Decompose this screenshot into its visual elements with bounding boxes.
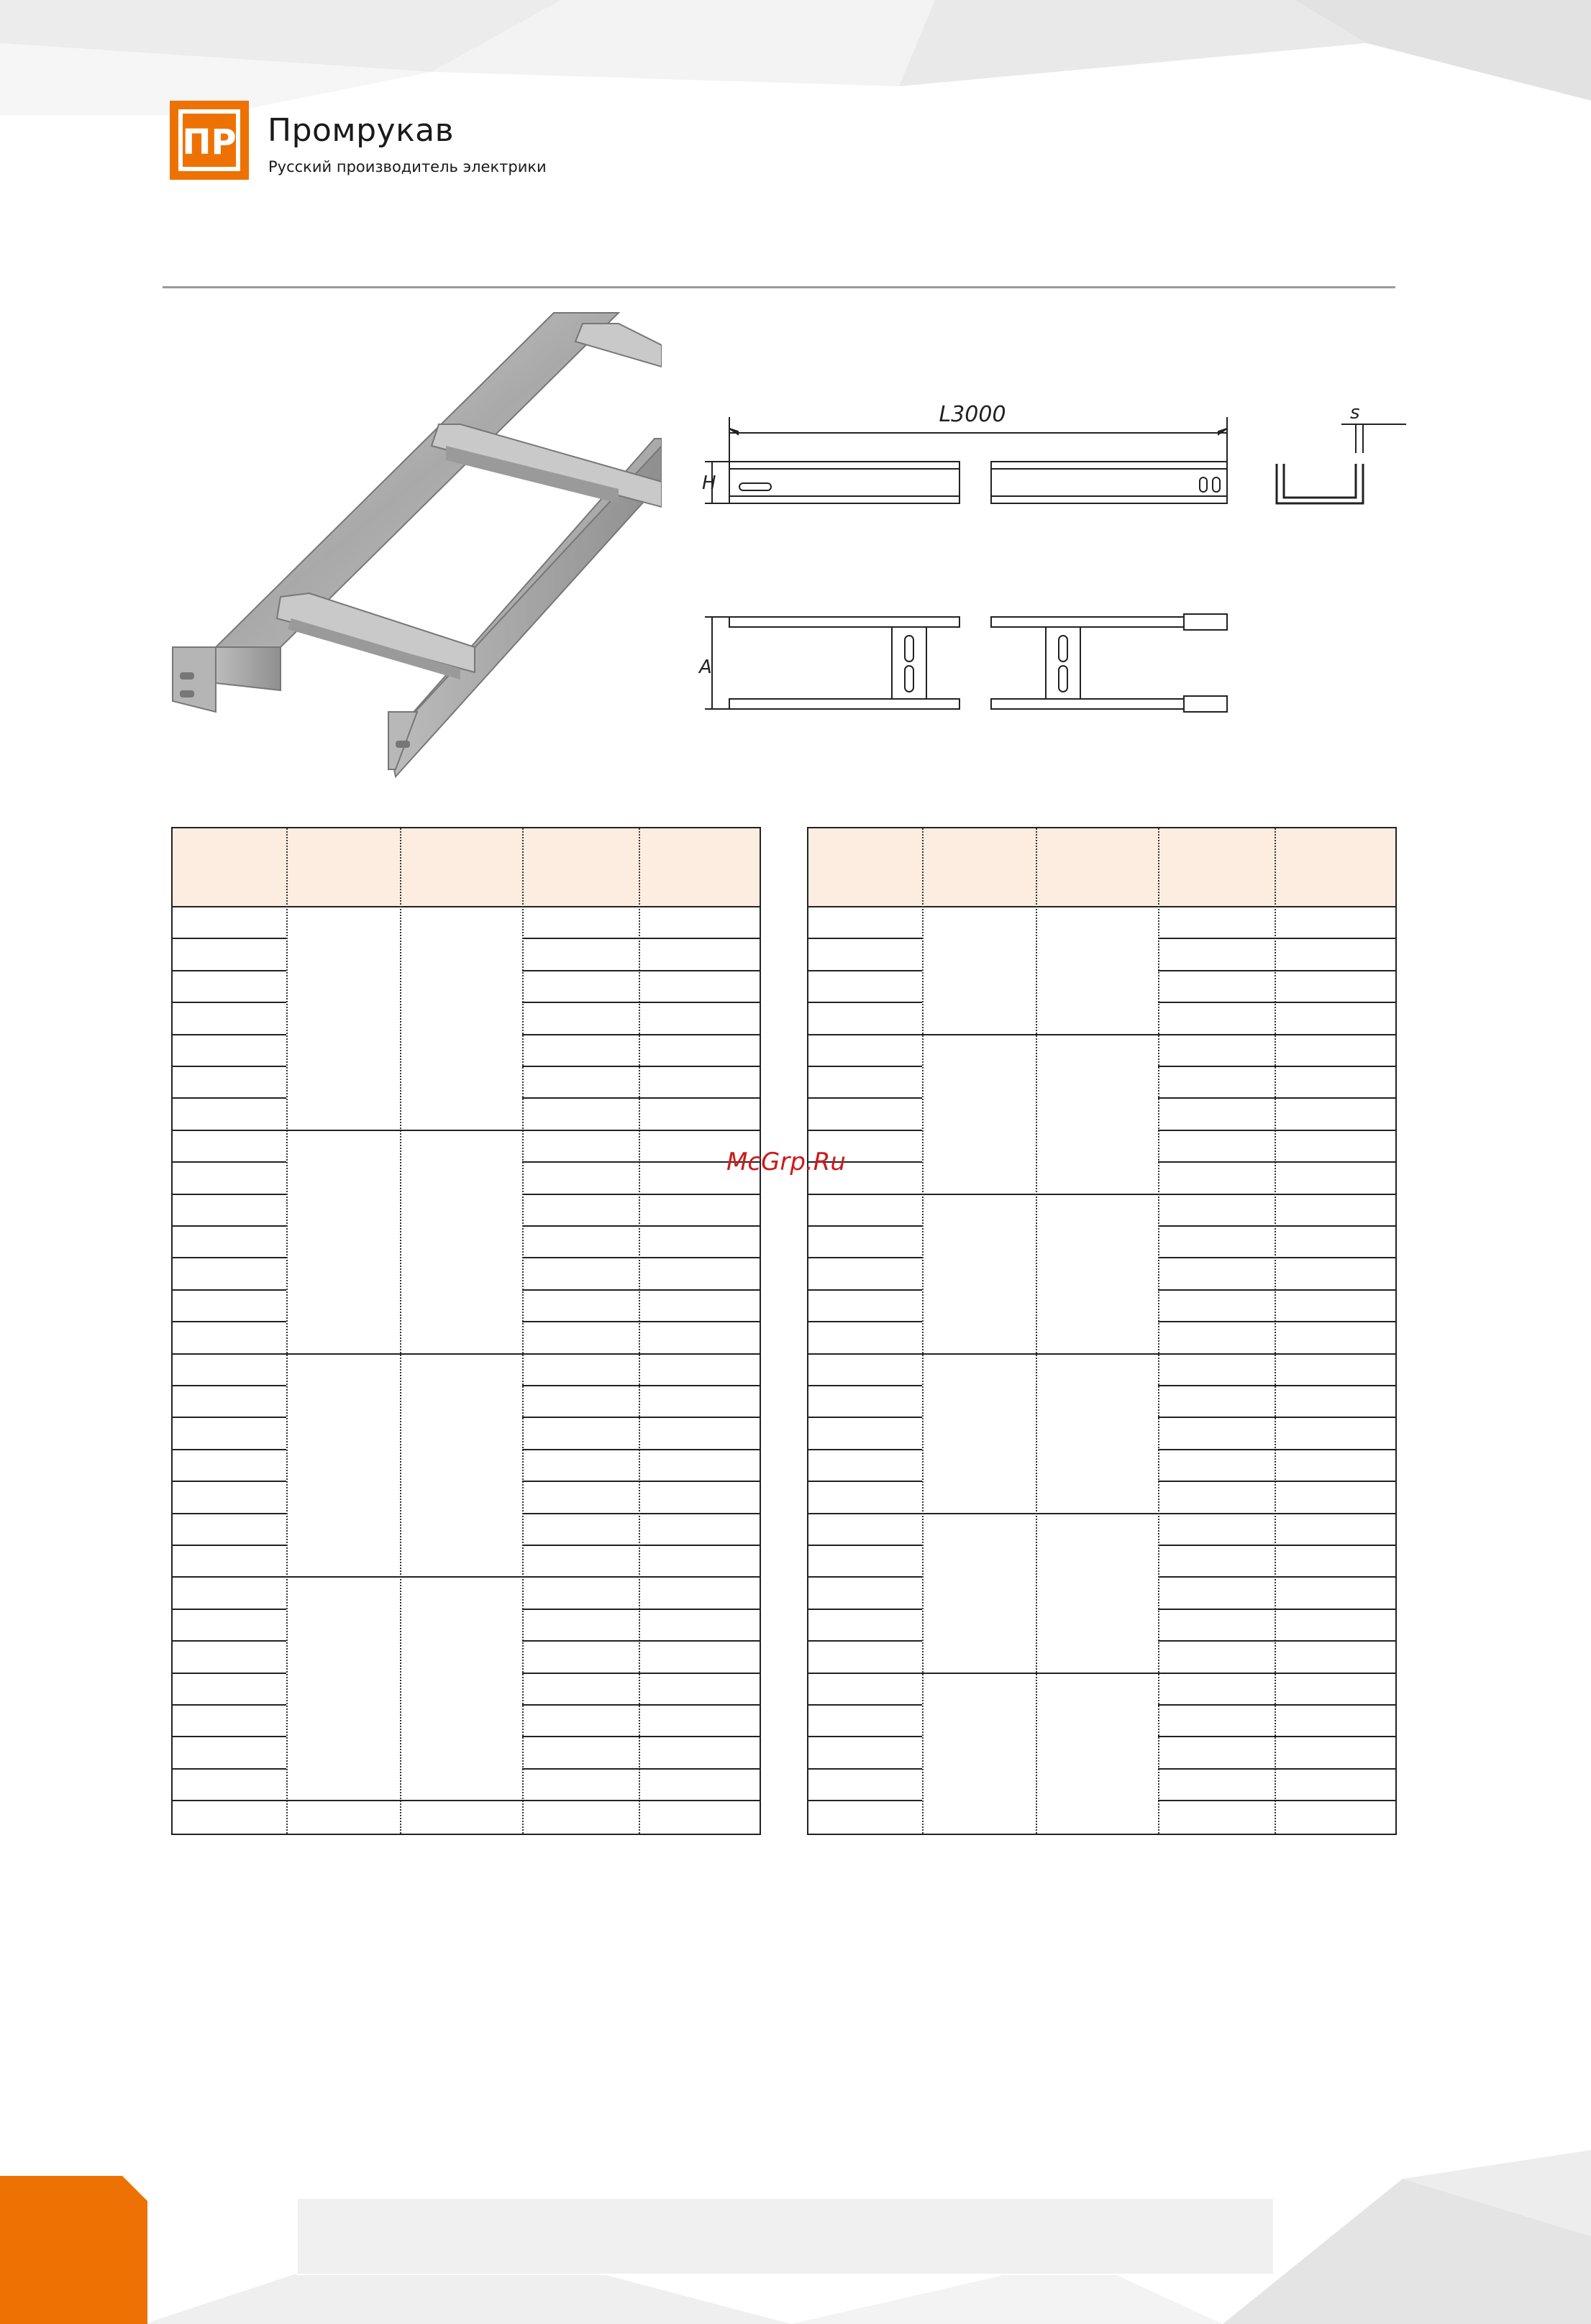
column-divider: [1036, 828, 1037, 1834]
length-label: L3000: [939, 403, 1006, 427]
row-divider: [808, 1225, 922, 1227]
column-divider: [1158, 828, 1159, 1834]
row-divider: [1158, 1194, 1395, 1195]
row-divider: [522, 1321, 760, 1322]
row-divider: [522, 1161, 760, 1163]
watermark: McGrp.Ru: [726, 1148, 846, 1176]
group-divider: [922, 1353, 1158, 1355]
row-divider: [1158, 1257, 1395, 1258]
row-divider: [522, 1034, 760, 1035]
row-divider: [522, 1481, 760, 1482]
top-view-drawing: [690, 604, 1237, 719]
row-divider: [1158, 938, 1395, 939]
profile-drawing: [1262, 403, 1406, 511]
height-label: H: [702, 472, 716, 494]
page-corner-tab: [0, 2176, 147, 2324]
row-divider: [808, 1545, 922, 1546]
group-divider: [922, 1513, 1158, 1514]
row-divider: [522, 1289, 760, 1291]
spec-table-right: [807, 827, 1397, 1835]
row-divider: [808, 1673, 922, 1674]
row-divider: [173, 1002, 286, 1003]
row-divider: [522, 970, 760, 971]
column-divider: [522, 828, 524, 1834]
row-divider: [1158, 1353, 1395, 1355]
row-divider: [808, 1513, 922, 1514]
row-divider: [1158, 1609, 1395, 1610]
row-divider: [1158, 1481, 1395, 1482]
row-divider: [173, 1576, 286, 1578]
row-divider: [808, 1481, 922, 1482]
row-divider: [808, 1353, 922, 1355]
row-divider: [173, 1768, 286, 1770]
row-divider: [1158, 1385, 1395, 1386]
row-divider: [173, 1225, 286, 1227]
row-divider: [808, 1768, 922, 1770]
row-divider: [522, 1225, 760, 1227]
row-divider: [522, 1545, 760, 1546]
row-divider: [1158, 1130, 1395, 1131]
row-divider: [522, 1385, 760, 1386]
width-label: A: [699, 657, 712, 678]
row-divider: [808, 1097, 922, 1099]
header-background: [0, 0, 1591, 115]
group-divider: [286, 1353, 522, 1355]
row-divider: [1158, 1321, 1395, 1322]
row-divider: [522, 1417, 760, 1418]
column-divider: [1275, 828, 1276, 1834]
column-divider: [286, 828, 288, 1834]
row-divider: [173, 1545, 286, 1546]
row-divider: [522, 1257, 760, 1258]
row-divider: [522, 1449, 760, 1450]
brand-name: Промрукав: [268, 112, 455, 149]
row-divider: [1158, 1289, 1395, 1291]
row-divider: [173, 1513, 286, 1514]
group-divider: [922, 1194, 1158, 1195]
row-divider: [808, 1576, 922, 1578]
row-divider: [173, 1385, 286, 1386]
row-divider: [1158, 1513, 1395, 1514]
row-divider: [1158, 1034, 1395, 1035]
row-divider: [808, 1704, 922, 1706]
column-divider: [400, 828, 401, 1834]
row-divider: [173, 1034, 286, 1035]
row-divider: [1158, 1800, 1395, 1801]
row-divider: [808, 1449, 922, 1450]
row-divider: [808, 1736, 922, 1737]
table-header: [808, 828, 1395, 907]
row-divider: [173, 1130, 286, 1131]
row-divider: [522, 1353, 760, 1355]
row-divider: [522, 1097, 760, 1099]
row-divider: [173, 1673, 286, 1674]
row-divider: [1158, 1545, 1395, 1546]
cable-ladder-photo: [158, 309, 662, 784]
group-divider: [286, 1130, 522, 1131]
row-divider: [522, 1800, 760, 1801]
row-divider: [808, 970, 922, 971]
row-divider: [173, 1481, 286, 1482]
row-divider: [808, 1257, 922, 1258]
row-divider: [1158, 1576, 1395, 1578]
row-divider: [173, 1609, 286, 1610]
header-divider: [163, 286, 1395, 288]
row-divider: [1158, 1768, 1395, 1770]
row-divider: [522, 1066, 760, 1067]
row-divider: [522, 1002, 760, 1003]
group-divider: [286, 1576, 522, 1578]
row-divider: [522, 1513, 760, 1514]
column-divider: [639, 828, 640, 1834]
row-divider: [173, 1417, 286, 1418]
side-view-drawing: [690, 403, 1237, 511]
row-divider: [1158, 1066, 1395, 1067]
row-divider: [1158, 1640, 1395, 1642]
row-divider: [522, 1194, 760, 1195]
row-divider: [808, 1034, 922, 1035]
row-divider: [522, 1640, 760, 1642]
row-divider: [173, 1097, 286, 1099]
row-divider: [808, 1321, 922, 1322]
row-divider: [522, 1576, 760, 1578]
group-divider: [286, 1800, 522, 1801]
row-divider: [173, 1736, 286, 1737]
row-divider: [1158, 1161, 1395, 1163]
row-divider: [808, 938, 922, 939]
row-divider: [173, 1640, 286, 1642]
logo-glyph: ПР: [182, 122, 237, 163]
row-divider: [1158, 1736, 1395, 1737]
row-divider: [1158, 1225, 1395, 1227]
spec-table-left: [171, 827, 761, 1835]
row-divider: [173, 938, 286, 939]
row-divider: [808, 1130, 922, 1131]
row-divider: [1158, 970, 1395, 971]
table-header: [173, 828, 760, 907]
row-divider: [173, 1289, 286, 1291]
row-divider: [1158, 1449, 1395, 1450]
row-divider: [522, 1609, 760, 1610]
row-divider: [808, 1002, 922, 1003]
row-divider: [808, 1640, 922, 1642]
row-divider: [808, 1800, 922, 1801]
row-divider: [173, 1353, 286, 1355]
row-divider: [522, 1768, 760, 1770]
brand-tagline: Русский производитель электрики: [268, 158, 547, 175]
row-divider: [173, 1257, 286, 1258]
row-divider: [522, 1704, 760, 1706]
row-divider: [808, 1289, 922, 1291]
footer-bar: [296, 2197, 1275, 2275]
row-divider: [1158, 1097, 1395, 1099]
row-divider: [173, 1321, 286, 1322]
row-divider: [808, 1194, 922, 1195]
row-divider: [173, 1800, 286, 1801]
brand-logo: [170, 101, 249, 180]
row-divider: [808, 1385, 922, 1386]
row-divider: [522, 1673, 760, 1674]
row-divider: [1158, 1417, 1395, 1418]
row-divider: [808, 1066, 922, 1067]
row-divider: [1158, 1704, 1395, 1706]
row-divider: [173, 1449, 286, 1450]
column-divider: [922, 828, 924, 1834]
row-divider: [1158, 1673, 1395, 1674]
row-divider: [522, 938, 760, 939]
thickness-label: s: [1350, 403, 1360, 424]
row-divider: [173, 1066, 286, 1067]
row-divider: [173, 1704, 286, 1706]
group-divider: [922, 1034, 1158, 1035]
row-divider: [522, 1130, 760, 1131]
row-divider: [1158, 1002, 1395, 1003]
row-divider: [173, 1194, 286, 1195]
group-divider: [922, 1673, 1158, 1674]
row-divider: [808, 1417, 922, 1418]
row-divider: [522, 1736, 760, 1737]
row-divider: [173, 1161, 286, 1163]
row-divider: [173, 970, 286, 971]
row-divider: [808, 1609, 922, 1610]
